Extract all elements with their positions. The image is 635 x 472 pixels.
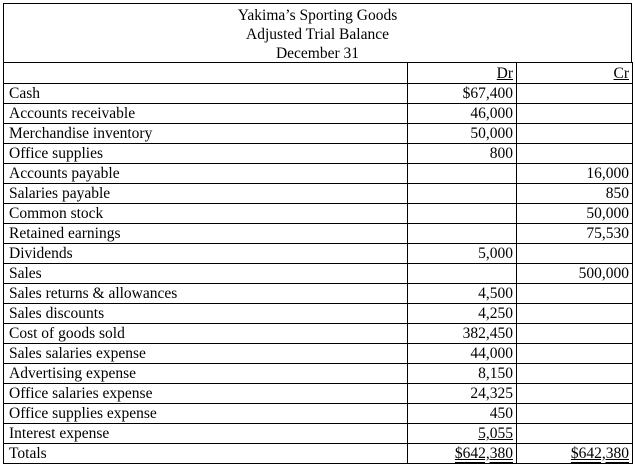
account-name: Retained earnings xyxy=(9,225,121,242)
account-row xyxy=(4,384,633,404)
debit-total: $642,380 xyxy=(454,445,513,462)
debit-column-header: Dr xyxy=(496,64,513,82)
account-row xyxy=(4,344,633,364)
debit-amount: $67,400 xyxy=(462,85,513,102)
debit-amount: 44,000 xyxy=(470,345,513,362)
debit-amount: 800 xyxy=(489,145,513,162)
account-name: Interest expense xyxy=(9,425,110,442)
report-date: December 31 xyxy=(275,45,360,62)
account-row xyxy=(4,204,633,224)
report-header xyxy=(3,3,632,63)
account-name: Accounts payable xyxy=(9,165,120,182)
account-row xyxy=(4,304,633,324)
trial-balance-sheet xyxy=(3,3,632,469)
account-name: Merchandise inventory xyxy=(9,125,153,142)
account-name: Salaries payable xyxy=(9,185,111,202)
debit-amount: 24,325 xyxy=(470,385,513,402)
debit-amount: 46,000 xyxy=(470,105,513,122)
account-row xyxy=(4,144,633,164)
account-name: Sales returns & allowances xyxy=(9,285,178,302)
account-row xyxy=(4,184,633,204)
account-row xyxy=(4,424,633,444)
account-name: Sales discounts xyxy=(9,305,105,322)
account-name: Sales xyxy=(9,265,42,282)
credit-amount: 16,000 xyxy=(586,165,629,182)
account-name: Advertising expense xyxy=(9,365,136,382)
debit-amount: 4,500 xyxy=(478,285,513,302)
account-name: Office supplies xyxy=(9,145,103,162)
account-row xyxy=(4,244,633,264)
credit-amount: 75,530 xyxy=(586,225,629,242)
account-name: Dividends xyxy=(9,245,73,262)
totals-label: Totals xyxy=(9,445,47,462)
account-row xyxy=(4,104,633,124)
report-title: Adjusted Trial Balance xyxy=(246,26,389,43)
credit-amount: 500,000 xyxy=(578,265,629,282)
account-row xyxy=(4,264,633,284)
account-row xyxy=(4,84,633,104)
credit-total: $642,380 xyxy=(570,445,629,462)
account-row xyxy=(4,164,633,184)
account-row xyxy=(4,284,633,304)
account-name: Cost of goods sold xyxy=(9,325,125,342)
account-row xyxy=(4,224,633,244)
debit-amount: 50,000 xyxy=(470,125,513,142)
debit-amount: 5,055 xyxy=(478,425,513,442)
account-header-cell xyxy=(4,63,408,84)
debit-amount: 8,150 xyxy=(478,365,513,382)
debit-amount: 5,000 xyxy=(478,245,513,262)
credit-amount: 850 xyxy=(605,185,629,202)
account-row xyxy=(4,124,633,144)
debit-amount: 382,450 xyxy=(462,325,513,342)
account-name: Sales salaries expense xyxy=(9,345,146,362)
account-row xyxy=(4,324,633,344)
debit-amount: 450 xyxy=(489,405,513,422)
account-row xyxy=(4,364,633,384)
company-name: Yakima’s Sporting Goods xyxy=(237,7,398,24)
totals-row xyxy=(4,444,633,464)
credit-column-header: Cr xyxy=(613,64,629,82)
account-name: Office supplies expense xyxy=(9,405,157,422)
column-header-row xyxy=(4,63,633,84)
account-name: Common stock xyxy=(9,205,104,222)
debit-amount: 4,250 xyxy=(478,305,513,322)
account-name: Office salaries expense xyxy=(9,385,153,402)
account-name: Cash xyxy=(9,85,40,102)
credit-amount: 50,000 xyxy=(586,205,629,222)
trial-balance-table xyxy=(3,62,633,464)
account-row xyxy=(4,404,633,424)
account-name: Accounts receivable xyxy=(9,105,136,122)
